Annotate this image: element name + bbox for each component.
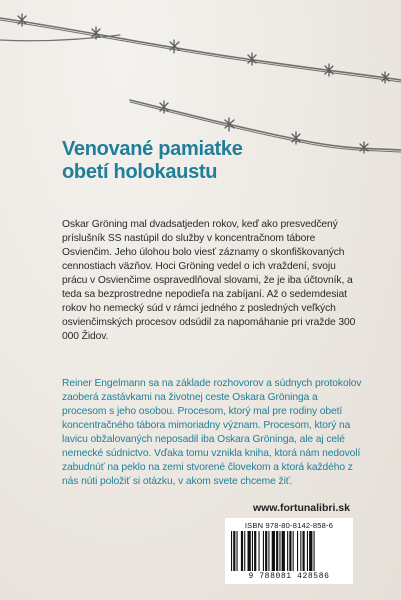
synopsis-paragraph-2: Reiner Engelmann sa na základe rozhovorov a súdnych protokolov zaoberá zastávkami na životnej ceste Oskara Gröninga a procesom s jeho osobou. Procesom, ktorý mal pre rodiny obetí koncentračného tábora mimoriadny význam. Procesom, ktorý na lavicu obžalovaných neposadil iba Oskara Gröninga, ale aj celé nemecké súdnictvo. Vďaka tomu vznikla kniha, ktorá nám nedovolí zabudnúť na peklo na zemi stvorené človekom a ktorá každého z nás núti položiť si otázku, v akom svete chceme žiť.	[62, 378, 362, 487]
barcode-digits: 9 788081 428586	[248, 572, 330, 581]
barcode-bars	[231, 531, 347, 571]
isbn-barcode	[225, 518, 353, 584]
publisher-website: www.fortunalibri.sk	[252, 502, 350, 514]
dedication-heading	[62, 138, 362, 184]
isbn-label: ISBN 978-80-8142-858-6	[244, 521, 334, 530]
synopsis-paragraph-1: Oskar Gröning mal dvadsatjeden rokov, keď ako presvedčený príslušník SS nastúpil do služby v koncentračnom tábore Osvienčim. Jeho úlohou bolo viesť záznamy o skonfiškovaných cennostiach väzňov. Hoci Gröning vedel o ich vraždení, svoju prácu v Osvienčime ospravedlňoval slovami, že je iba účtovník, a teda sa bezprostredne nepodieľa na zabíjaní. Až o sedemdesiat rokov ho nemecký súd v rámci jedného z posledných veľkých osvienčimských procesov odsúdil za napomáhanie pri vražde 300 000 Židov.	[62, 219, 356, 342]
heading-line-2: obetí holokaustu	[62, 161, 218, 183]
heading-line-1: Venované pamiatke	[62, 138, 243, 160]
